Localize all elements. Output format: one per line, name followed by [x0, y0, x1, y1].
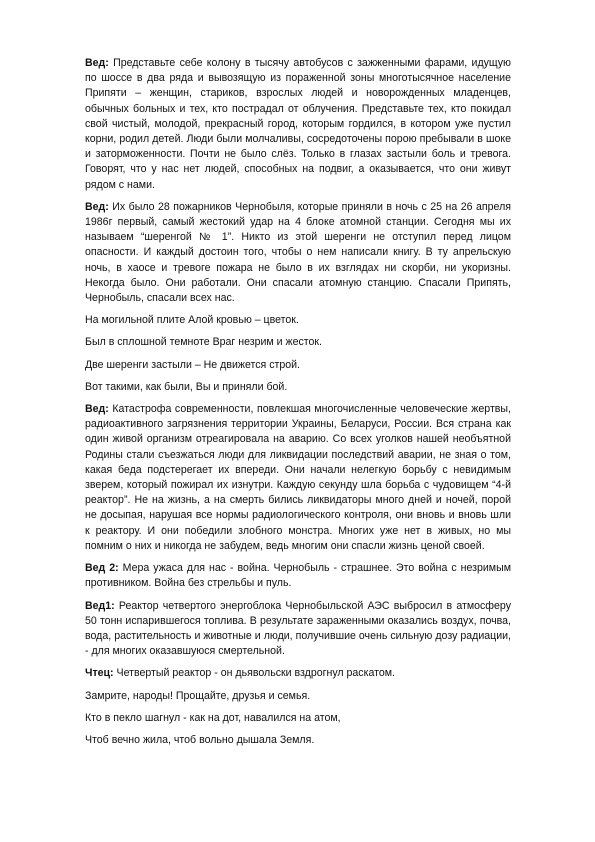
poem-line-2 [85, 335, 511, 350]
speaker-label: Чтец: [85, 667, 114, 680]
poem-line-text: Был в сплошной темноте Враг незрим и жесток. [85, 336, 322, 349]
poem-line-text: На могильной плите Алой кровью – цветок. [85, 314, 299, 327]
reader-line-4 [85, 733, 511, 748]
speaker-label: Вед: [85, 57, 109, 69]
reader-line-3 [85, 711, 511, 726]
reader-line-2 [85, 689, 511, 704]
speaker-label: Вед 2: [85, 562, 119, 575]
document-page [85, 56, 511, 755]
poem-line-text: Замрите, народы! Прощайте, друзья и семья. [85, 689, 311, 702]
speaker-label: Вед1: [85, 599, 115, 612]
paragraph-1 [85, 56, 511, 193]
paragraph-text: Мера ужаса для нас - война. Чернобыль - страшнее. Это война с незримым противником. Война без стрельбы и пуль. [85, 562, 511, 590]
paragraph-text: Четвертый реактор - он дьявольски вздрогнул раскатом. [113, 667, 395, 680]
poem-line-text: Вот такими, как были, Вы и приняли бой. [85, 380, 288, 393]
poem-line-1 [85, 313, 511, 328]
paragraph-text: Их было 28 пожарников Чернобыля, которые приняли в ночь с 25 на 26 апреля 1986г первый, самый жестокий удар на 4 блоке атомной станции. Сегодня мы их называем “шеренгой № 1”. Никто из этой шеренги не отступил перед лицом опасности. И каждый достоин того, чтобы о нем написали книгу. В ту апрельскую ночь, в хаосе и тревоге пожара не было в их взглядах ни скорби, ни укоризны. Некогда было. Они работали. Они спасали атомную станцию. Спасали Припять, Чернобыль, спасали всех нас. [85, 200, 511, 305]
reader-line-1 [85, 666, 511, 681]
paragraph-text: Представьте себе колону в тысячу автобусов с зажженными фарами, идущую по шоссе в два ряда и вывозящую из пораженной зоны многотысячное население Припяти – женщин, стариков, взрослых людей и новорожденных младенцев, обычных больных и тех, кто пострадал от облучения. Представьте тех, кто покидал свой чистый, молодой, прекрасный город, которым гордился, в котором уже пустил корни, родил детей. Люди были молчаливы, сосредоточены порою пребывали в шоке и заторможенности. Почти не было слёз. Только в глазах застыли боль и тревога. Говорят, что у нас нет людей, способных на подвиг, а оказывается, что они живут рядом с нами. [85, 57, 511, 191]
speaker-label: Вед: [85, 403, 109, 416]
paragraph-5 [85, 599, 511, 660]
paragraph-2 [85, 200, 511, 306]
paragraph-text: Катастрофа современности, повлекшая многочисленные человеческие жертвы, радиоактивного загрязнения территории Украины, Беларуси, России. Вся страна как один живой организм отреагировала на аварию. Со всех уголков нашей необъятной Родины стали съезжаться люди для ликвидации последствий аварии, не зная о том, какая беда подстерегает их впереди. Они начали нелегкую борьбу с невидимым зверем, который пожирал их изнутри. Каждую секунду шла борьба с чудовищем “4-й реактор”. Не на жизнь, а на смерть бились ликвидаторы много дней и ночей, порой не досыпая, нарушая все нормы радиологического контроля, они вновь и вновь шли к реактору. И они победили злобного монстра. Многих уже нет в живых, но мы помним о них и никогда не забудем, ведь многим они спасли жизнь ценой своей. [85, 403, 511, 552]
poem-line-4 [85, 380, 511, 395]
poem-line-text: Кто в пекло шагнул - как на дот, навалился на атом, [85, 711, 341, 724]
paragraph-4 [85, 561, 511, 591]
paragraph-text: Реактор четвертого энергоблока Чернобыльской АЭС выбросил в атмосферу 50 тонн испарившегося топлива. В результате зараженными оказались воздух, почва, вода, растительность и животные и люди, получившие очень сильную дозу радиации, - для многих оказавшуюся смертельной. [85, 599, 511, 658]
speaker-label: Вед: [85, 200, 109, 213]
poem-line-text: Чтоб вечно жила, чтоб вольно дышала Земля. [85, 733, 315, 746]
poem-line-text: Две шеренги застыли – Не движется строй. [85, 358, 300, 371]
poem-line-3 [85, 358, 511, 373]
paragraph-3 [85, 402, 511, 554]
